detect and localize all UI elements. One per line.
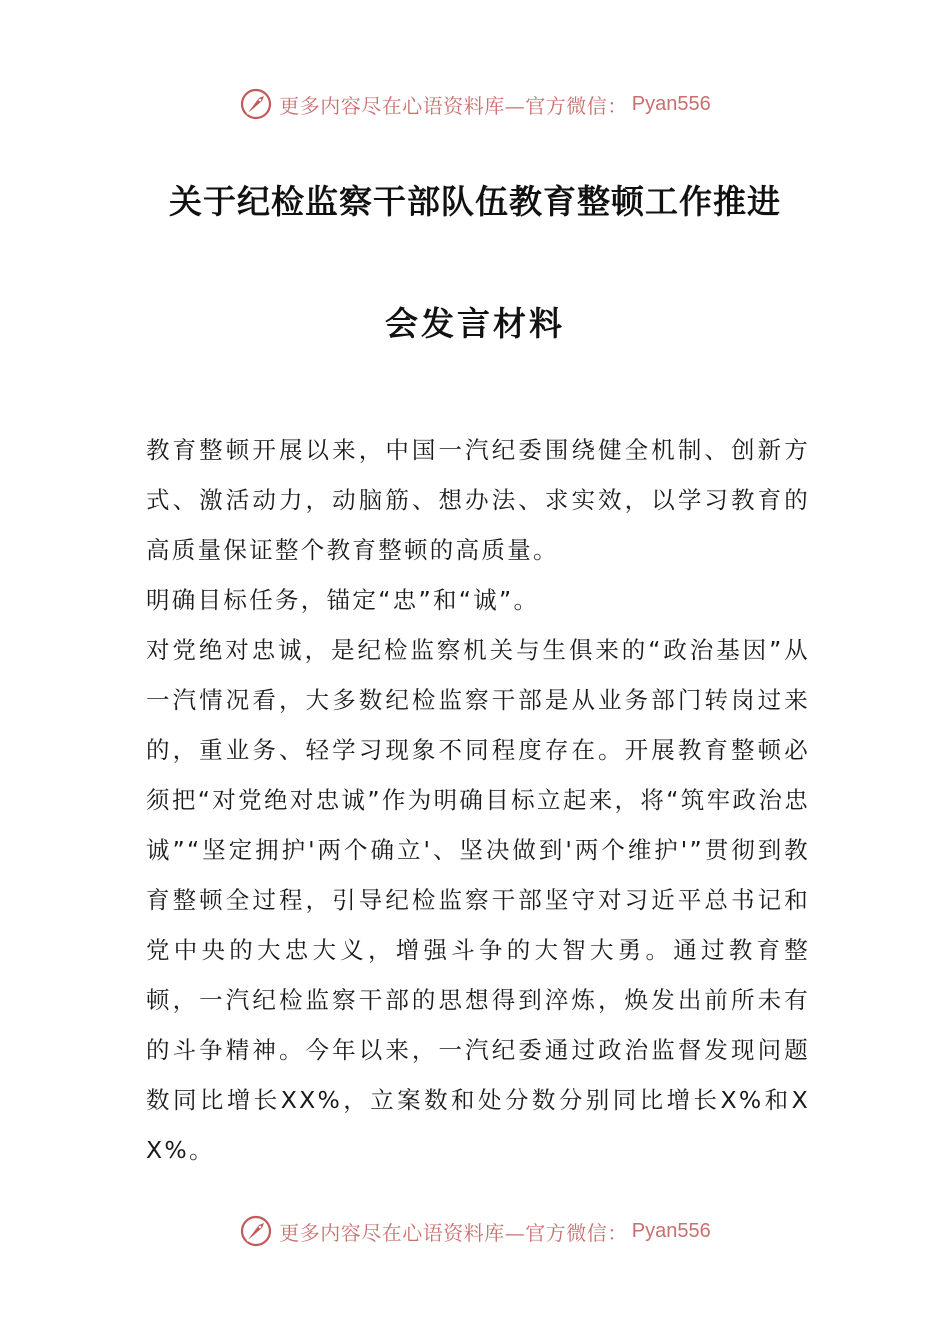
body-paragraph-intro: 教育整顿开展以来，中国一汽纪委围绕健全机制、创新方式、激活动力，动脑筋、想办法、求实效，以学习教育的高质量保证整个教育整顿的高质量。 [146,436,810,564]
document-title-line-1: 关于纪检监察干部队伍教育整顿工作推进 [169,182,781,221]
header-watermark-banner [0,84,950,124]
watermark-wechat-id: Pyan556 [631,1219,711,1242]
body-paragraph-heading: 明确目标任务，锚定“忠”和“诚”。 [146,586,540,614]
document-body [146,425,810,1175]
document-title-line-2: 会发言材料 [385,304,565,343]
watermark-wechat-id: Pyan556 [631,92,711,115]
footer-watermark-banner [0,1211,950,1251]
pen-nib-logo-icon [239,1214,273,1248]
pen-nib-logo-icon [239,87,273,121]
watermark-text: 更多内容尽在心语资料库—官方微信： [279,1220,628,1245]
body-paragraph-main: 对党绝对忠诚，是纪检监察机关与生俱来的“政治基因”从一汽情况看，大多数纪检监察干部是从业务部门转岗过来的，重业务、轻学习现象不同程度存在。开展教育整顿必须把“对党绝对忠诚”作为明确目标立起来，将“筑牢政治忠诚”“坚定拥护'两个确立'、坚决做到'两个维护'”贯彻到教育整顿全过程，引导纪检监察干部坚守对习近平总书记和党中央的大忠大义，增强斗争的大智大勇。通过教育整顿，一汽纪检监察干部的思想得到淬炼，焕发出前所未有的斗争精神。今年以来，一汽纪委通过政治监督发现问题数同比增长XX%，立案数和处分数分别同比增长X%和XX%。 [146,636,810,1164]
watermark-text: 更多内容尽在心语资料库—官方微信： [279,93,628,118]
